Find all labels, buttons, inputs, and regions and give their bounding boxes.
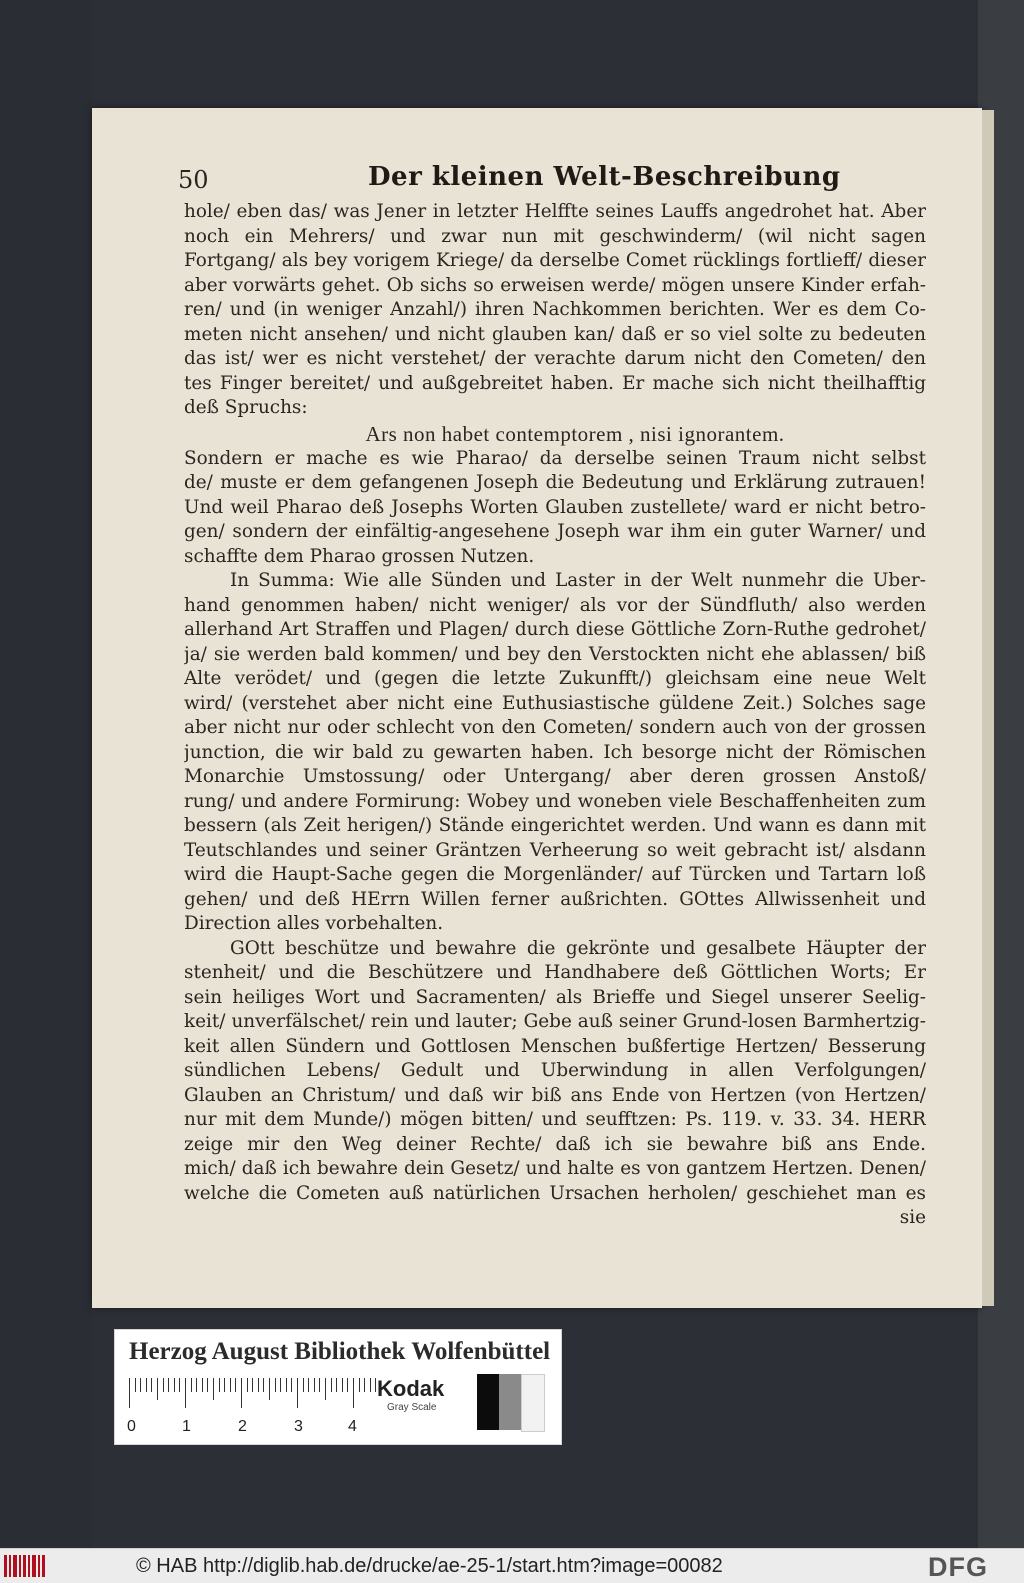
- text-line: Und weil Pharao deß Josephs Worten Glauben zustellete/ ward er nicht betro-: [184, 496, 926, 518]
- text-line: rung/ und andere Formirung: Wobey und woneben viele Beschaffenheiten zum: [184, 790, 926, 812]
- ruler-tick: [179, 1378, 180, 1392]
- ruler-tick: [342, 1378, 343, 1392]
- ruler-tick: [168, 1378, 169, 1392]
- ruler-tick: [291, 1378, 292, 1392]
- ruler-number: 0: [127, 1418, 136, 1435]
- text-line: nur mit dem Munde/) mögen bitten/ und seufftzen: Ps. 119. v. 33. 34. HERR: [184, 1109, 926, 1130]
- text-line: stenheit/ und die Beschützere und Handhabere deß Göttlichen Worts; Er: [184, 962, 926, 983]
- gray-scale-label: Gray Scale: [387, 1402, 437, 1413]
- gray-patch-white: [521, 1374, 545, 1432]
- text-line: Fortgang/ als bey vorigem Kriege/ da derselbe Comet rücklings fortlieff/ dieser: [184, 250, 926, 271]
- ruler-tick: [185, 1378, 186, 1408]
- text-line: Sondern er mache es wie Pharao/ da derselbe seinen Traum nicht selbst: [184, 447, 926, 469]
- ruler-tick: [241, 1378, 242, 1408]
- text-line: hand genommen haben/ nicht weniger/ als vor der Sündfluth/ also werden: [184, 594, 926, 616]
- text-line: mich/ daß ich bewahre dein Gesetz/ und halte es von gantzem Hertzen. Denen/: [184, 1158, 926, 1179]
- barcode-icon: [4, 1555, 48, 1577]
- text-line: In Summa: Wie alle Sünden und Laster in der Welt nunmehr die Uber-: [230, 570, 926, 591]
- ruler-tick: [303, 1378, 304, 1392]
- text-line: Direction alles vorbehalten.: [184, 913, 444, 934]
- text-line: ren/ und (in weniger Anzahl/) ihren Nachkommen berichten. Wer es dem Co-: [184, 299, 926, 320]
- text-line: noch ein Mehrers/ und zwar nun mit geschwinderm/ (wil nicht sagen: [184, 225, 926, 247]
- text-line: ja/ sie werden bald kommen/ und bey den Verstockten nicht ehe ablassen/ biß: [184, 643, 926, 665]
- text-line: wird die Haupt-Sache gegen die Morgenländer/ auf Türcken und Tartarn loß: [184, 864, 926, 885]
- text-line: junction, die wir bald zu gewarten haben. Ich besorge nicht der Römischen: [184, 741, 926, 763]
- ruler-tick: [286, 1378, 287, 1392]
- text-line: gen/ sondern der einfältig-angesehene Joseph war ihm ein guter Warner/ und: [184, 521, 926, 542]
- text-line: sein heiliges Wort und Sacramenten/ als Brieffe und Siegel unserer Seelig-: [184, 986, 926, 1008]
- text-line: meten nicht ansehen/ und nicht glauben kan/ daß er so viel solte zu bedeuten: [184, 323, 926, 345]
- text-line: Monarchie Umstossung/ oder Untergang/ aber deren grossen Anstoß/: [184, 766, 926, 787]
- library-name: Herzog August Bibliothek Wolfenbüttel: [129, 1338, 551, 1365]
- book-page: [92, 108, 982, 1308]
- ruler-tick: [308, 1378, 309, 1392]
- text-line: deß Spruchs:: [184, 397, 308, 418]
- text-line: aber nicht nur oder schlecht von den Cometen/ sondern auch von der grossen: [184, 717, 926, 738]
- page-header: [178, 160, 938, 200]
- text-line: Alte verödet/ und (gegen die letzte Zukunfft/) gleichsam eine neue Welt: [184, 668, 926, 689]
- kodak-brand: Kodak: [377, 1376, 445, 1401]
- ruler-tick: [275, 1378, 276, 1392]
- text-line: GOtt beschütze und bewahre die gekrönte und gesalbete Häupter der: [230, 937, 926, 959]
- ruler-tick: [325, 1378, 326, 1400]
- text-line: schaffte dem Pharao grossen Nutzen.: [184, 545, 535, 567]
- ruler-tick: [247, 1378, 248, 1392]
- ruler-tick: [163, 1378, 164, 1392]
- ruler-tick: [331, 1378, 332, 1392]
- ruler-tick: [146, 1378, 147, 1392]
- ruler-tick: [196, 1378, 197, 1392]
- ruler-tick: [263, 1378, 264, 1392]
- next-page-edge: [982, 110, 994, 1306]
- ruler-tick: [364, 1378, 365, 1392]
- ruler-number: 1: [182, 1418, 191, 1435]
- text-line: de/ muste er dem gefangenen Joseph die Bedeutung und Erklärung zutrauen!: [184, 472, 926, 493]
- ruler-tick: [202, 1378, 203, 1392]
- page-body-text: [184, 200, 926, 1231]
- ruler-tick: [174, 1378, 175, 1392]
- page-number: 50: [178, 166, 209, 194]
- ruler-number: 2: [238, 1418, 247, 1435]
- text-line: keit/ unverfälschet/ rein und lauter; Gebe auß seiner Grund-losen Barmhertzig-: [184, 1011, 926, 1032]
- text-line: Teutschlandes und seiner Gräntzen Verheerung so weit gebracht ist/ alsdann: [184, 839, 926, 861]
- dfg-logo: DFG: [928, 1552, 988, 1582]
- text-line: wird/ (verstehet aber nicht eine Euthusiastische güldene Zeit.) Solches sage: [184, 692, 926, 714]
- color-scale-card: [114, 1329, 562, 1445]
- ruler-tick: [224, 1378, 225, 1392]
- text-line: keit allen Sündern und Gottlosen Menschen bußfertige Hertzen/ Besserung: [184, 1035, 926, 1057]
- ruler-tick: [370, 1378, 371, 1392]
- ruler-tick: [258, 1378, 259, 1392]
- ruler-tick: [347, 1378, 348, 1392]
- text-line: welche die Cometen auß natürlichen Ursachen herholen/ geschiehet man es: [184, 1182, 926, 1204]
- ruler-tick: [297, 1378, 298, 1408]
- scan-background-left: [0, 0, 92, 1548]
- ruler: [129, 1378, 355, 1408]
- ruler-tick: [235, 1378, 236, 1392]
- ruler-number: 3: [294, 1418, 303, 1435]
- ruler-tick: [135, 1378, 136, 1392]
- text-line: zeige mir den Weg deiner Rechte/ daß ich sie bewahre biß ans Ende.: [184, 1133, 926, 1155]
- ruler-tick: [129, 1378, 130, 1408]
- text-line: gehen/ und deß HErrn Willen ferner außrichten. GOttes Allwissenheit und: [184, 888, 926, 910]
- ruler-tick: [359, 1378, 360, 1392]
- text-line: allerhand Art Straffen und Plagen/ durch diese Göttliche Zorn-Ruthe gedrohet/: [184, 619, 926, 640]
- ruler-tick: [230, 1378, 231, 1392]
- ruler-tick: [280, 1378, 281, 1392]
- ruler-tick: [191, 1378, 192, 1392]
- ruler-tick: [219, 1378, 220, 1392]
- text-line: bessern (als Zeit herigen/) Stände eingerichtet werden. Und wann es dann mit: [184, 815, 926, 836]
- text-line: tes Finger bereitet/ und außgebreitet haben. Er mache sich nicht theilhafftig: [184, 372, 926, 394]
- ruler-tick: [140, 1378, 141, 1392]
- text-line: aber vorwärts gehet. Ob sichs so erweisen werde/ mögen unsere Kinder erfah-: [184, 274, 926, 296]
- text-line: das ist/ wer es nicht verstehet/ der verachte darum nicht den Cometen/ den: [184, 348, 926, 369]
- gray-patch-mid: [499, 1374, 521, 1430]
- ruler-tick: [151, 1378, 152, 1392]
- running-title: Der kleinen Welt-Beschreibung: [368, 162, 841, 192]
- footer-copyright-link[interactable]: © HAB http://diglib.hab.de/drucke/ae-25-1/start.htm?image=00082: [136, 1555, 723, 1577]
- ruler-number: 4: [348, 1418, 357, 1435]
- ruler-tick: [353, 1378, 354, 1408]
- ruler-tick: [207, 1378, 208, 1392]
- ruler-tick: [213, 1378, 214, 1400]
- ruler-tick: [269, 1378, 270, 1400]
- text-line: hole/ eben das/ was Jener in letzter Helffte seines Lauffs angedrohet hat. Aber: [184, 201, 926, 222]
- ruler-tick: [314, 1378, 315, 1392]
- gray-patch-black: [477, 1374, 499, 1430]
- text-line: sündlichen Lebens/ Gedult und Uberwindung in allen Verfolgungen/: [184, 1060, 926, 1081]
- latin-quote: Ars non habet contemptorem , nisi ignorantem.: [365, 421, 785, 446]
- catchword: sie: [899, 1207, 926, 1228]
- ruler-tick: [252, 1378, 253, 1392]
- text-line: Glauben an Christum/ und daß wir biß ans Ende von Hertzen (von Hertzen/: [184, 1084, 926, 1106]
- ruler-tick: [319, 1378, 320, 1392]
- ruler-tick: [157, 1378, 158, 1400]
- ruler-tick: [336, 1378, 337, 1392]
- footer-bar: [0, 1548, 1024, 1583]
